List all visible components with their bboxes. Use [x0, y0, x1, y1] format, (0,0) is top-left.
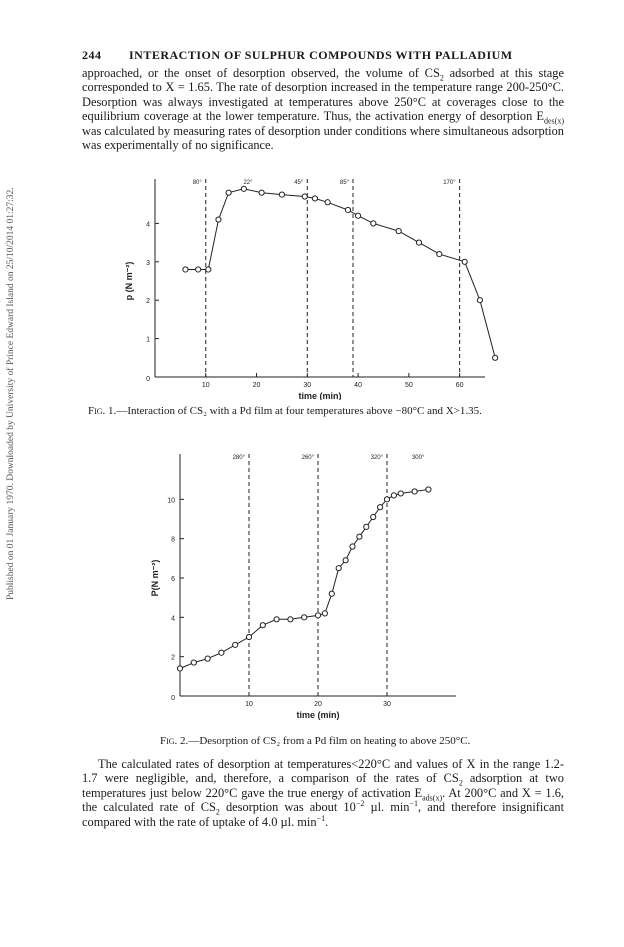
fig1-x-tick-label-0: 10 — [201, 382, 210, 389]
fig1-x-tick-label-2: 30 — [303, 382, 312, 389]
fig2-data-point — [315, 613, 320, 618]
p2-text-d: desorption was about 10 — [219, 800, 356, 815]
fig2-data-point — [302, 615, 307, 620]
p2-text-e: µl. min — [364, 800, 410, 815]
fig2-data-point — [426, 487, 431, 492]
fig1-data-point — [493, 355, 498, 360]
p2-text-g: . — [325, 814, 329, 829]
fig2-data-point — [322, 611, 327, 616]
fig2-data-point — [336, 566, 341, 571]
fig2-data-point — [350, 544, 355, 549]
fig2-y-tick-label-3: 8 — [171, 536, 175, 544]
fig2-data-point — [371, 514, 376, 519]
fig2-x-tick-label-0: 10 — [245, 701, 253, 708]
p2-text-c: . At 200°C and X = 1.6, the calculated rate of CS — [82, 785, 564, 815]
fig1-x-tick-label-4: 50 — [404, 382, 413, 389]
fig1-x-tick-label-1: 20 — [252, 382, 261, 389]
p2-text-a: The calculated rates of desorption at temperatures<220°C and values of X in the range 1.2-1.7 were negligible, and, therefore, a comparison of the rates of CS — [82, 757, 564, 786]
download-notice: Published on 01 January 1970. Downloaded by University of Prince Edward Island on 25/10/2014 01:27:32. — [6, 187, 16, 600]
fig1-data-point — [216, 217, 221, 222]
fig1-data-point — [462, 259, 467, 264]
p2-sup-f: −1 — [316, 813, 326, 823]
fig2-origin-label: 0 — [171, 695, 175, 702]
paragraph-2 — [82, 757, 564, 829]
fig1-x-axis-title: time (min) — [298, 391, 342, 400]
fig2-data-point — [274, 617, 279, 622]
fig2-data-point — [288, 617, 293, 622]
figure-2-caption-text: —Desorption of CS₂ from a Pd film on heating to above 250°C. — [188, 735, 471, 747]
fig1-data-point — [416, 240, 421, 245]
fig1-data-point — [226, 190, 231, 195]
fig2-x-tick-label-2: 30 — [383, 701, 391, 708]
fig2-data-point — [329, 591, 334, 596]
p2-text-b: adsorption at two temperatures just below 220°C gave the true energy of activation E — [82, 771, 564, 800]
figure-1 — [110, 170, 510, 400]
fig2-data-point — [191, 660, 196, 665]
p1-sub-a: 2 — [439, 73, 444, 83]
figure-1-caption-text: —Interaction of CS₂ with a Pd film at four temperatures above −80°C and X>1.35. — [116, 405, 482, 417]
fig1-y-axis-title: p (N m⁻²) — [124, 261, 134, 301]
fig2-y-tick-label-1: 4 — [171, 615, 175, 623]
fig2-data-point — [384, 497, 389, 502]
fig1-y-tick-label-3: 4 — [146, 221, 150, 229]
fig2-temperature-label-3: 300° — [411, 455, 425, 461]
fig1-y-tick-label-1: 2 — [146, 298, 150, 306]
fig2-temperature-label-2: 320° — [370, 455, 383, 461]
fig1-data-point — [196, 267, 201, 272]
fig1-temperature-label-3: 85° — [339, 180, 349, 186]
fig1-data-point — [302, 194, 307, 199]
page-number: 244 — [82, 48, 102, 62]
p2-sup-e: −1 — [409, 799, 419, 809]
fig2-y-tick-label-0: 2 — [171, 654, 175, 662]
p1-text-c: was calculated by measuring rates of desorption under conditions where simultaneous adsorption was experimentally of no significance. — [82, 123, 564, 153]
fig2-data-point — [378, 505, 383, 510]
figure-2-caption — [160, 735, 470, 747]
fig2-data-line — [180, 490, 428, 669]
p2-sup-d: −2 — [355, 799, 365, 809]
fig1-data-point — [477, 298, 482, 303]
fig2-data-point — [246, 634, 251, 639]
fig1-x-tick-label-3: 40 — [354, 382, 362, 389]
fig1-data-point — [312, 196, 317, 201]
p1-sub-b: des(x) — [544, 116, 564, 126]
fig2-data-point — [233, 642, 238, 647]
fig2-data-point — [219, 650, 224, 655]
fig1-y-tick-label-2: 3 — [146, 259, 150, 267]
fig2-temperature-label-0: 280° — [232, 455, 245, 461]
fig1-data-point — [345, 207, 350, 212]
p2-sub-a: 2 — [458, 778, 463, 788]
running-title: INTERACTION OF SULPHUR COMPOUNDS WITH PALLADIUM — [129, 48, 513, 62]
fig1-data-point — [206, 267, 211, 272]
figure-1-caption-label: Fig. 1. — [88, 405, 117, 417]
p2-sub-b: ads(x) — [422, 793, 443, 803]
fig2-data-point — [391, 493, 396, 498]
figure-2-caption-label: Fig. 2. — [160, 735, 189, 747]
fig1-temperature-label-2: 45° — [294, 180, 304, 186]
fig1-data-point — [437, 252, 442, 257]
fig2-temperature-label-1: 260° — [301, 455, 314, 461]
fig2-data-point — [260, 623, 265, 628]
fig2-data-point — [412, 489, 417, 494]
fig1-data-point — [241, 186, 246, 191]
fig2-x-axis-title: time (min) — [296, 710, 340, 720]
figure-2 — [140, 430, 480, 730]
fig1-data-point — [183, 267, 188, 272]
fig1-data-point — [259, 190, 264, 195]
fig2-data-point — [357, 534, 362, 539]
p1-text-b: adsorbed at this stage corresponded to X = 1.65. The rate of desorption increased in the temperature range 200-250°C. Desorption was always investigated at temperatures above 250°C at coverages close to the equilibrium coverage at the lower temperature. Thus, the activation energy of desorption E — [82, 66, 564, 124]
fig1-data-point — [325, 200, 330, 205]
fig1-y-tick-label-0: 1 — [146, 336, 150, 344]
p2-text-f: , and therefore insignificant compared with the rate of uptake of 4.0 µl. min — [82, 800, 565, 829]
fig1-x-tick-label-5: 60 — [455, 382, 464, 389]
fig1-data-point — [396, 228, 401, 233]
fig2-data-point — [343, 558, 348, 563]
fig1-temperature-label-4: 170° — [443, 180, 456, 186]
fig1-data-line — [186, 189, 496, 358]
p2-sub-c: 2 — [215, 807, 220, 817]
fig2-data-point — [177, 666, 182, 671]
paragraph-1 — [82, 66, 564, 152]
fig1-data-point — [355, 213, 360, 218]
fig2-data-point — [205, 656, 210, 661]
fig2-data-point — [364, 524, 369, 529]
fig1-temperature-label-0: 80° — [192, 180, 202, 186]
p1-text-a: approached, or the onset of desorption observed, the volume of CS — [82, 66, 440, 80]
fig2-y-tick-label-4: 10 — [167, 497, 175, 505]
page-header — [82, 48, 562, 63]
figure-1-caption — [88, 405, 482, 417]
fig1-origin-label: 0 — [146, 376, 150, 383]
fig2-data-point — [398, 491, 403, 496]
fig1-data-point — [371, 221, 376, 226]
figure-2-chart — [140, 430, 480, 730]
fig1-data-point — [279, 192, 284, 197]
fig1-temperature-label-1: 22° — [243, 180, 253, 186]
fig2-y-tick-label-2: 6 — [171, 576, 175, 583]
figure-1-chart — [110, 170, 510, 400]
fig2-y-axis-title: P(N m⁻²) — [150, 559, 160, 597]
fig2-x-tick-label-1: 20 — [314, 701, 322, 708]
